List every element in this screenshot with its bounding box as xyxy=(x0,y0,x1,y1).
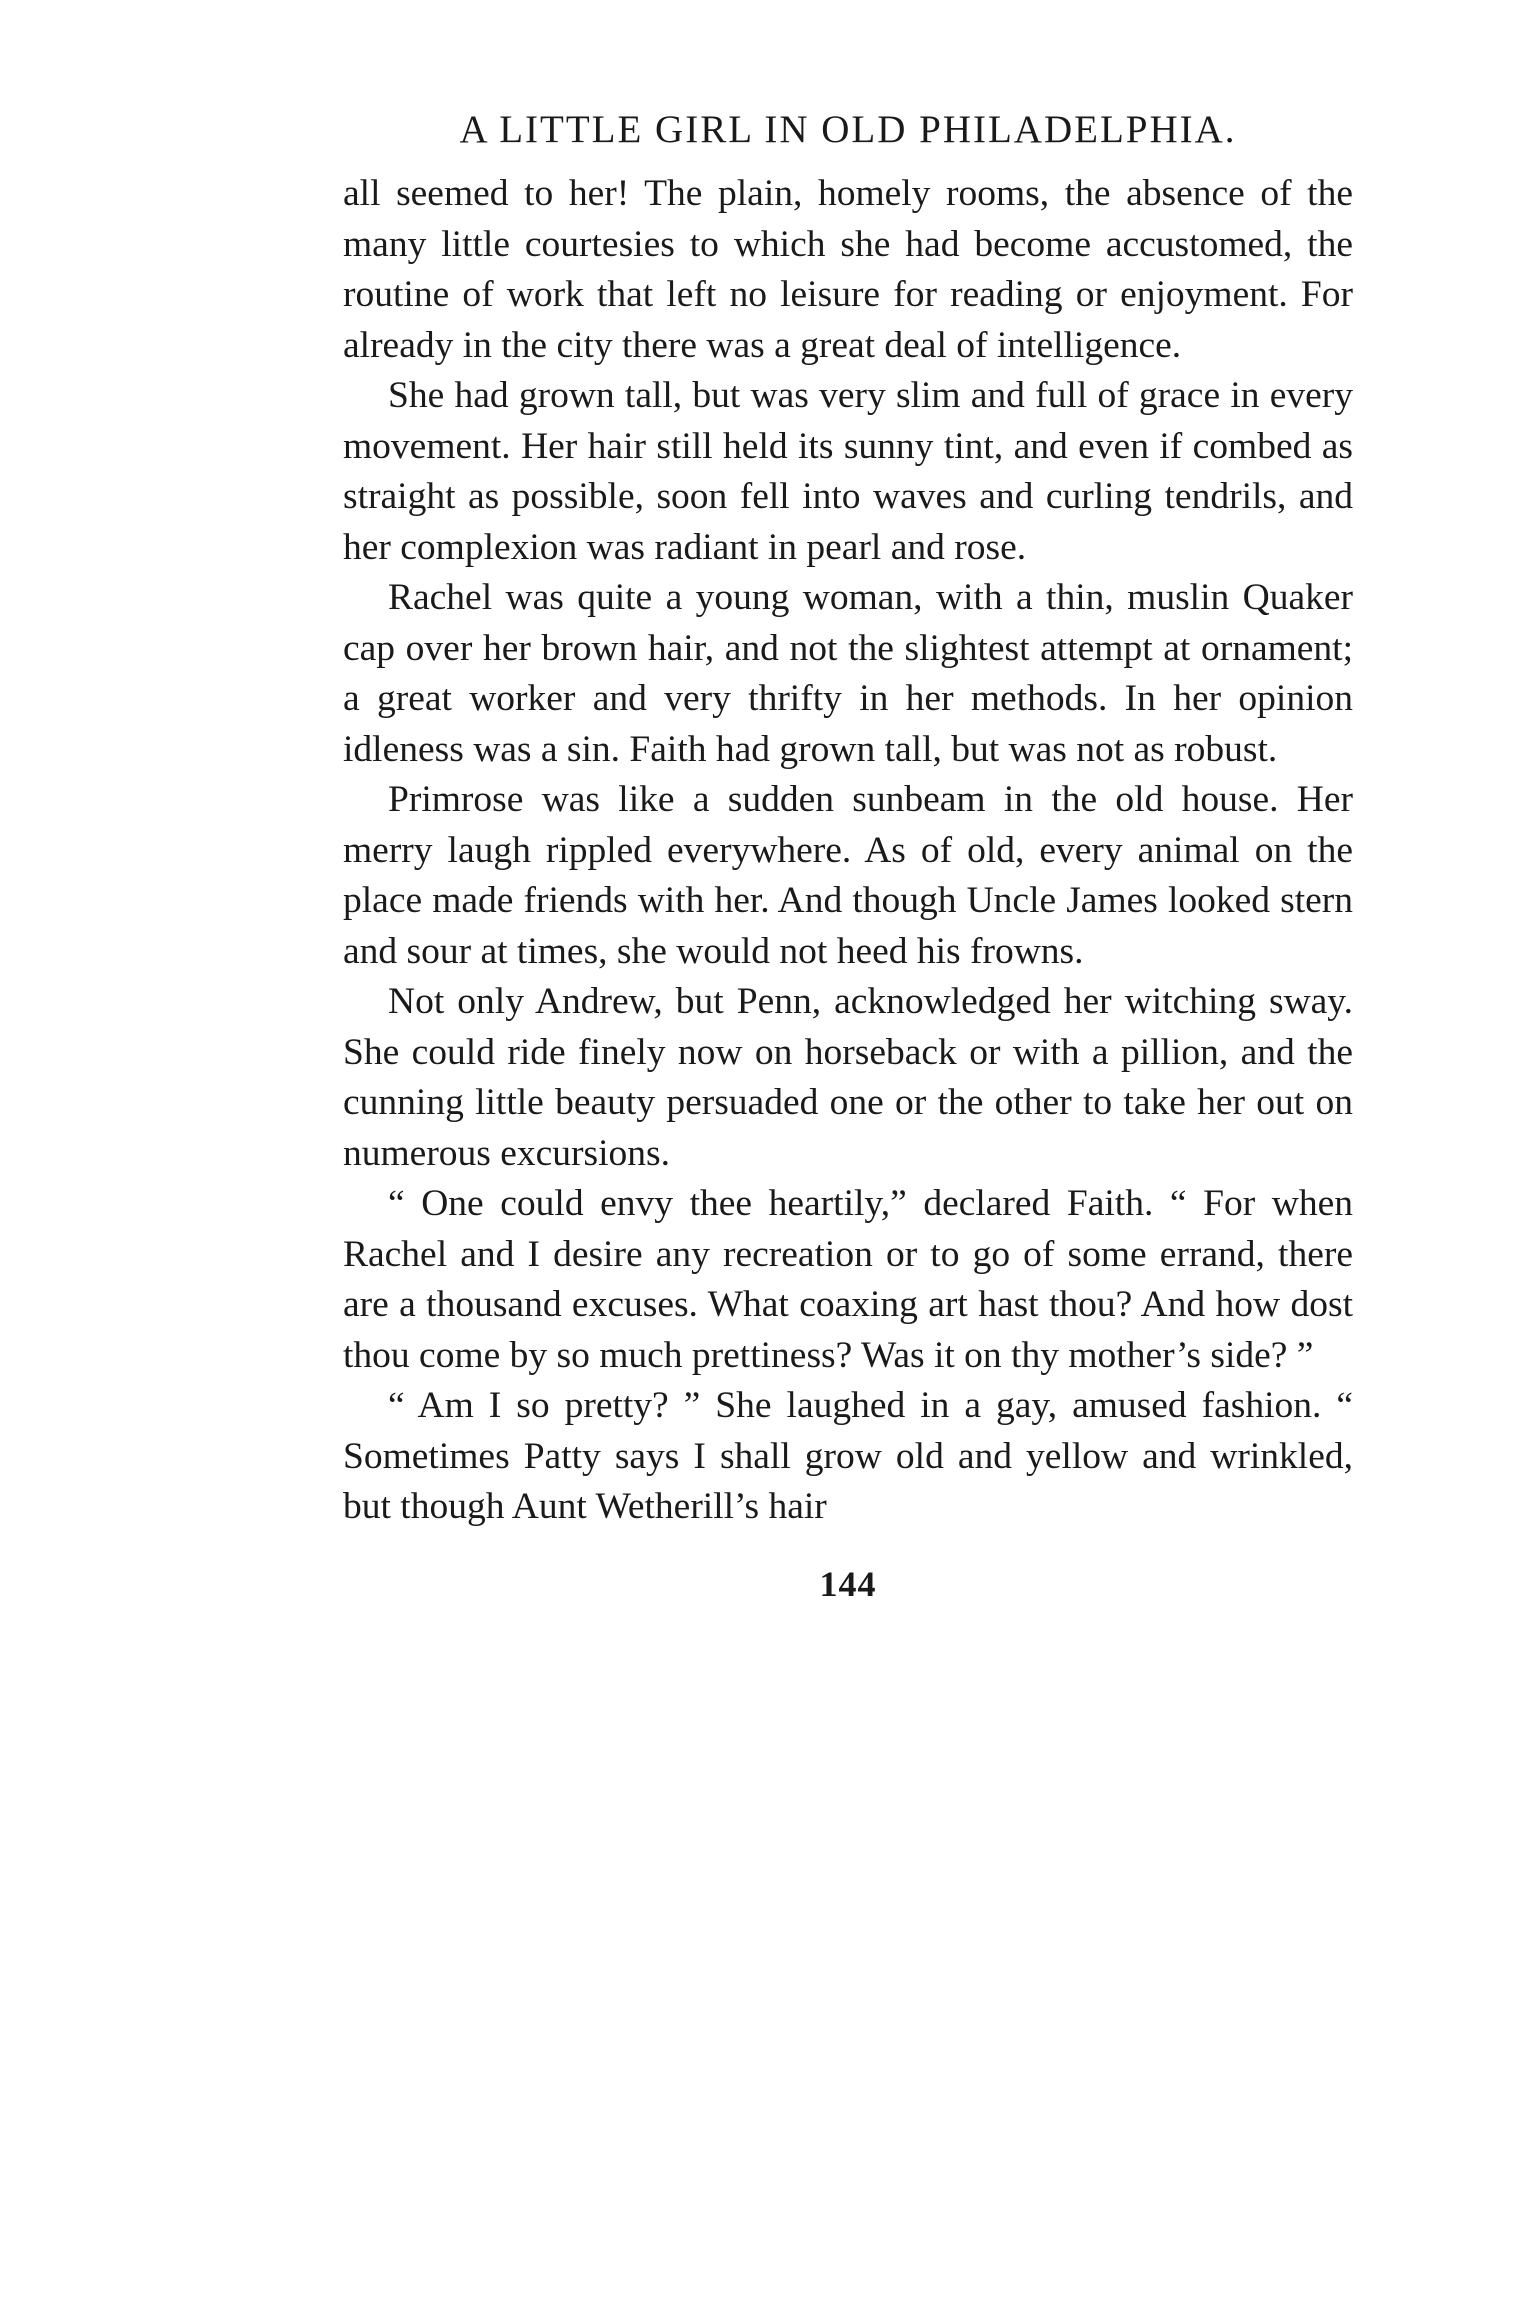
paragraph-continuation: all seemed to her! The plain, homely rooms, the absence of the many little courtesies to which she had become accustomed, the routine of work that left no leisure for reading or enjoyment. For already in the city there was a great deal of intelligence. xyxy=(343,173,1353,366)
paragraph-andrew-penn: Not only Andrew, but Penn, acknowledged her witching sway. She could ride finely now on horseback or with a pillion, and the cunning little beauty persuaded one or the other to take her out on numerous excursions. xyxy=(343,981,1353,1174)
paragraph-primrose-description: She had grown tall, but was very slim and full of grace in every movement. Her hair still held its sunny tint, and even if combed as straight as possible, soon fell into waves and curling tendrils, and her complexion was radiant in pearl and rose. xyxy=(343,375,1353,568)
running-head: A LITTLE GIRL IN OLD PHILADELPHIA. xyxy=(459,108,1237,151)
paragraph-rachel: Rachel was quite a young woman, with a thin, muslin Quaker cap over her brown hair, and not the slightest attempt at ornament; a great worker and very thrifty in her methods. In her opinion idleness was a sin. Faith had grown tall, but was not as robust. xyxy=(343,577,1353,770)
page-number: 144 xyxy=(819,1563,877,1604)
paragraph-faith-dialogue: “ One could envy thee heartily,” declared Faith. “ For when Rachel and I desire any recreation or to go of some errand, there are a thousand excuses. What coaxing art hast thou? And how dost thou come by so much prettiness? Was it on thy mother’s side? ” xyxy=(343,1183,1353,1376)
paragraph-sunbeam: Primrose was like a sudden sunbeam in the old house. Her merry laugh rippled everywhere. As of old, every animal on the place made friends with her. And though Uncle James looked stern and sour at times, she would not heed his frowns. xyxy=(343,779,1353,972)
book-page xyxy=(343,105,1353,1609)
paragraph-primrose-reply: “ Am I so pretty? ” She laughed in a gay, amused fashion. “ Sometimes Patty says I shall grow old and yellow and wrinkled, but though Aunt Wetherill’s hair xyxy=(343,1385,1353,1527)
body-text xyxy=(343,169,1353,1533)
